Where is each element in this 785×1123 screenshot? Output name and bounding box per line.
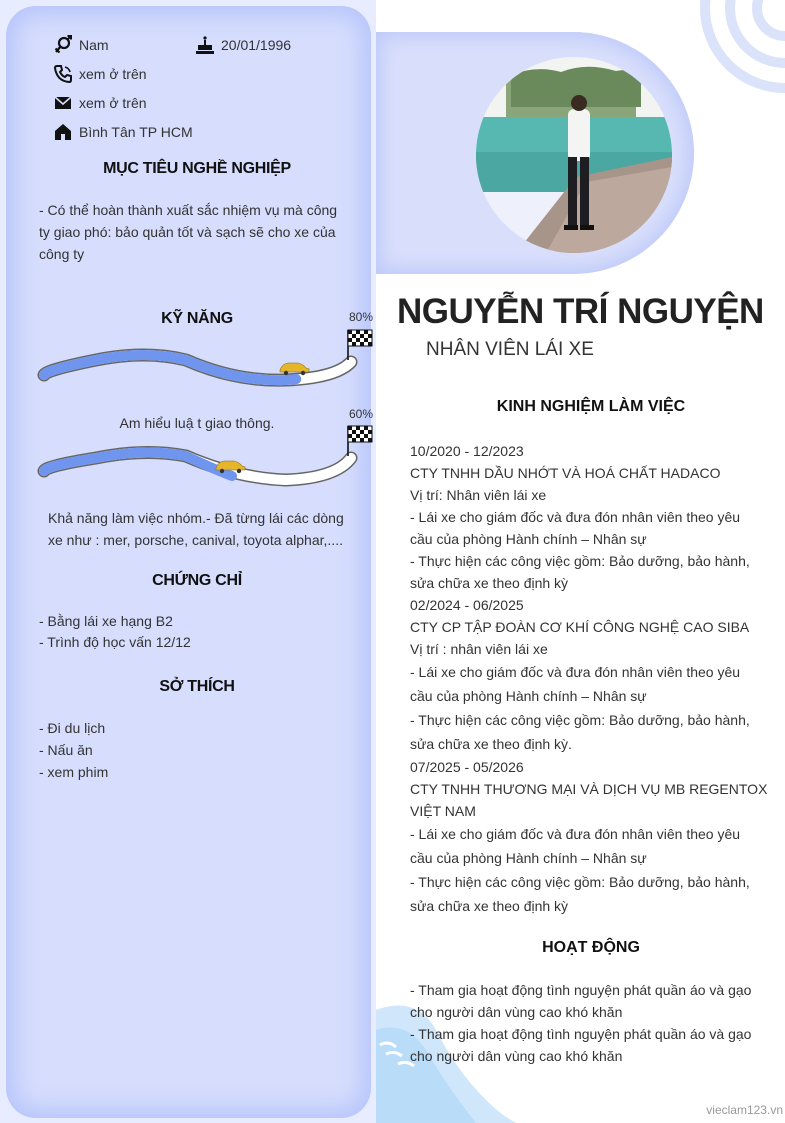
hobby-item: - xem phim <box>39 764 109 780</box>
phone-icon <box>53 64 73 84</box>
experience-line: Vị trí : nhân viên lái xe <box>410 641 548 657</box>
certificates-list <box>39 611 359 653</box>
skills-extra-line: xe như : mer, porsche, canival, toyota alphar,.... <box>48 532 343 548</box>
experience-list <box>410 440 770 918</box>
experience-line: - Thực hiện các công việc gồm: Bảo dưỡng, bảo hành, <box>410 553 750 569</box>
gender-icon <box>53 35 73 55</box>
experience-line: 07/2025 - 05/2026 <box>410 759 524 775</box>
objective-line: công ty <box>39 246 85 262</box>
candidate-name: NGUYỄN TRÍ NGUYỆN <box>397 292 764 331</box>
home-icon <box>53 122 73 142</box>
hobby-item: - Nấu ăn <box>39 742 93 758</box>
experience-line: - Thực hiện các công việc gồm: Bảo dưỡng, bảo hành, <box>410 712 750 728</box>
experience-line: CTY TNHH THƯƠNG MẠI VÀ DỊCH VỤ MB REGENTOX <box>410 781 768 797</box>
experience-line: cầu của phòng Hành chính – Nhân sự <box>410 688 647 704</box>
candidate-role: NHÂN VIÊN LÁI XE <box>426 339 594 360</box>
experience-line: - Lái xe cho giám đốc và đưa đón nhân viên theo yêu <box>410 664 741 680</box>
experience-line: cầu của phòng Hành chính – Nhân sự <box>410 850 647 866</box>
objective-text <box>39 199 359 265</box>
birthday-cake-icon <box>195 35 215 55</box>
experience-line: 10/2020 - 12/2023 <box>410 443 524 459</box>
phone-row <box>53 64 147 84</box>
experience-line: VIỆT NAM <box>410 803 476 819</box>
objective-line: ty giao phó: bảo quản tốt và sạch sẽ cho xe của <box>39 224 336 240</box>
certificate-item: - Trình độ học vấn 12/12 <box>39 634 191 650</box>
experience-line: sửa chữa xe theo định kỳ <box>410 575 569 591</box>
activity-line: cho người dân vùng cao khó khăn <box>410 1004 623 1020</box>
envelope-icon <box>53 93 73 113</box>
gender-row <box>53 35 109 55</box>
experience-line: sửa chữa xe theo định kỳ. <box>410 736 572 752</box>
hobbies-list <box>39 717 359 783</box>
phone-text: xem ở trên <box>79 66 147 82</box>
skills-heading: KỸ NĂNG <box>161 310 233 327</box>
experience-line: CTY CP TẬP ĐOÀN CƠ KHÍ CÔNG NGHỆ CAO SIBA <box>410 619 750 635</box>
decorative-swirl <box>685 0 785 100</box>
hobby-item: - Đi du lịch <box>39 720 106 736</box>
experience-line: - Lái xe cho giám đốc và đưa đón nhân viên theo yêu <box>410 509 741 525</box>
gender-text: Nam <box>79 37 109 53</box>
email-text: xem ở trên <box>79 95 147 111</box>
birthday-row <box>195 35 291 55</box>
activity-line: cho người dân vùng cao khó khăn <box>410 1048 623 1064</box>
finish-flag-icon <box>348 330 372 360</box>
skill-2-percent: 60% <box>349 407 374 421</box>
experience-line: CTY TNHH DẦU NHỚT VÀ HOÁ CHẤT HADACO <box>410 465 721 481</box>
skill-2-name: Am hiểu luậ t giao thông. <box>119 415 275 431</box>
email-row <box>53 93 147 113</box>
profile-photo <box>476 57 672 253</box>
activities-heading: HOẠT ĐỘNG <box>542 939 640 956</box>
skills-extra <box>48 507 368 551</box>
skills-extra-line: Khả năng làm việc nhóm.- Đã từng lái các dòng <box>48 510 344 526</box>
activity-line: - Tham gia hoạt động tình nguyện phát quần áo và gạo <box>410 982 752 998</box>
skill-track-1 <box>36 322 376 394</box>
experience-line: 02/2024 - 06/2025 <box>410 597 524 613</box>
objective-heading: MỤC TIÊU NGHỀ NGHIỆP <box>103 160 291 177</box>
certificates-heading: CHỨNG CHỈ <box>152 572 242 589</box>
birthday-text: 20/01/1996 <box>221 37 292 53</box>
left-sidebar <box>0 0 376 1123</box>
certificate-item: - Bằng lái xe hạng B2 <box>39 613 173 629</box>
skill-1-percent: 80% <box>349 310 374 324</box>
experience-line: sửa chữa xe theo định kỳ <box>410 898 569 914</box>
address-row <box>53 122 193 142</box>
hobbies-heading: SỞ THÍCH <box>159 678 235 695</box>
activities-list <box>410 979 770 1067</box>
skill-track-2 <box>36 418 376 490</box>
experience-line: Vị trí: Nhân viên lái xe <box>410 487 547 503</box>
experience-line: - Thực hiện các công việc gồm: Bảo dưỡng, bảo hành, <box>410 874 750 890</box>
address-text: Bình Tân TP HCM <box>79 124 193 140</box>
experience-line: cầu của phòng Hành chính – Nhân sự <box>410 531 647 547</box>
watermark: vieclam123.vn <box>706 1103 783 1117</box>
finish-flag-icon <box>348 426 372 456</box>
activity-line: - Tham gia hoạt động tình nguyện phát quần áo và gạo <box>410 1026 752 1042</box>
experience-line: - Lái xe cho giám đốc và đưa đón nhân viên theo yêu <box>410 826 741 842</box>
experience-heading: KINH NGHIỆM LÀM VIỆC <box>496 398 686 415</box>
objective-line: - Có thể hoàn thành xuất sắc nhiệm vụ mà công <box>39 202 338 218</box>
